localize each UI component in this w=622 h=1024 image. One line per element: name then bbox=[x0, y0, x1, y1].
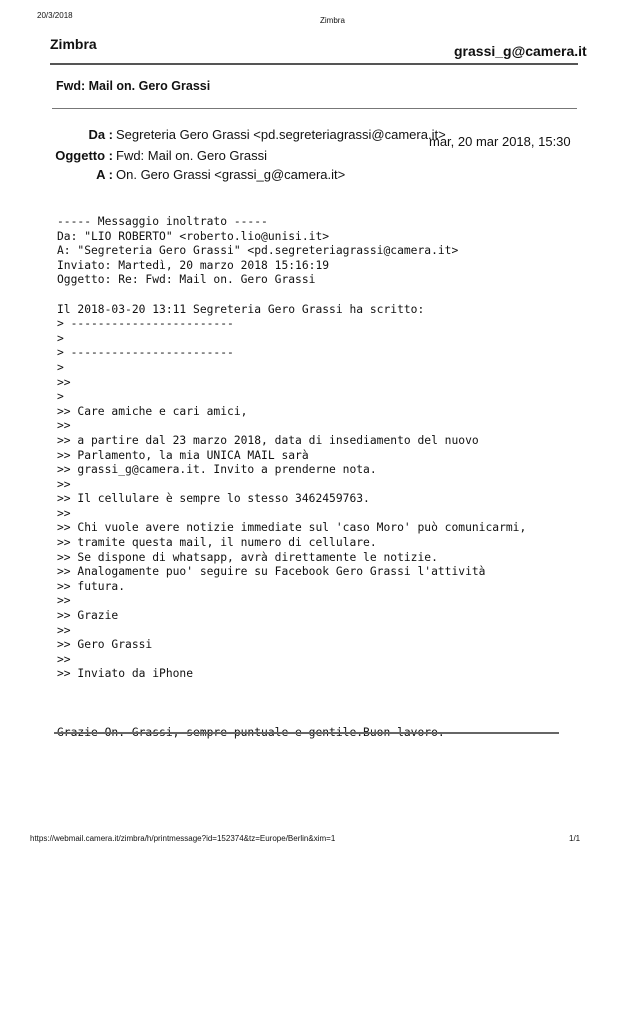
body-line: >> Chi vuole avere notizie immediate sul 'caso Moro' può comunicarmi, bbox=[57, 521, 527, 535]
body-line: Da: "LIO ROBERTO" <roberto.lio@unisi.it> bbox=[57, 229, 330, 243]
print-title: Zimbra bbox=[320, 16, 345, 25]
body-line bbox=[57, 682, 526, 697]
body-line: A: "Segreteria Gero Grassi" <pd.segreteriagrassi@camera.it> bbox=[57, 244, 459, 258]
body-line: >> Analogamente puo' seguire su Facebook Gero Grassi l'attività bbox=[57, 565, 486, 579]
body-line: >> bbox=[57, 419, 71, 433]
body-line: >> bbox=[57, 375, 71, 389]
body-line: >> Il cellulare è sempre lo stesso 3462459763. bbox=[57, 492, 370, 506]
body-line: >> Gero Grassi bbox=[57, 638, 153, 652]
body-line: Grazie On. Grassi, sempre puntuale e gentile.Buon lavoro. bbox=[57, 725, 445, 739]
body-line bbox=[57, 711, 526, 726]
body-line: ----- Messaggio inoltrato ----- bbox=[57, 215, 268, 228]
body-line: >> bbox=[57, 506, 71, 520]
body-line: >> Grazie bbox=[57, 609, 119, 623]
body-line: > bbox=[57, 390, 64, 404]
subject-label: Oggetto : bbox=[55, 148, 113, 163]
message-date: mar, 20 mar 2018, 15:30 bbox=[429, 134, 571, 149]
body-line bbox=[57, 697, 526, 712]
body-line: > ------------------------ bbox=[57, 317, 234, 331]
body-line: >> tramite questa mail, il numero di cellulare. bbox=[57, 536, 377, 550]
body-line: >> a partire dal 23 marzo 2018, data di insediamento del nuovo bbox=[57, 433, 479, 447]
from-value: Segreteria Gero Grassi <pd.segreteriagrassi@camera.it> bbox=[116, 127, 446, 142]
body-line: >> futura. bbox=[57, 579, 126, 593]
print-date: 20/3/2018 bbox=[37, 11, 73, 20]
body-line: > ------------------------ bbox=[57, 346, 234, 360]
body-line: Il 2018-03-20 13:11 Segreteria Gero Grassi ha scritto: bbox=[57, 302, 425, 316]
from-label: Da : bbox=[88, 127, 113, 142]
body-line: Oggetto: Re: Fwd: Mail on. Gero Grassi bbox=[57, 273, 316, 287]
subject-divider bbox=[52, 108, 577, 109]
body-line: Inviato: Martedì, 20 marzo 2018 15:16:19 bbox=[57, 258, 330, 272]
body-line: >> bbox=[57, 594, 71, 608]
subject-value: Fwd: Mail on. Gero Grassi bbox=[116, 148, 267, 163]
print-page-number: 1/1 bbox=[569, 834, 581, 843]
account-email: grassi_g@camera.it bbox=[454, 43, 587, 59]
to-value: On. Gero Grassi <grassi_g@camera.it> bbox=[116, 167, 346, 182]
print-url: https://webmail.camera.it/zimbra/h/printmessage?id=152374&tz=Europe/Berlin&xim=1 bbox=[30, 834, 336, 843]
message-body bbox=[57, 215, 526, 740]
body-line: > bbox=[57, 360, 64, 374]
header-divider bbox=[50, 63, 578, 65]
app-name: Zimbra bbox=[50, 36, 97, 52]
body-end-divider bbox=[54, 732, 559, 734]
body-line: >> Se dispone di whatsapp, avrà direttamente le notizie. bbox=[57, 550, 438, 564]
body-line: >> Parlamento, la mia UNICA MAIL sarà bbox=[57, 448, 309, 462]
body-line: > bbox=[57, 331, 64, 345]
body-line: >> grassi_g@camera.it. Invito a prenderne nota. bbox=[57, 463, 377, 477]
to-label: A : bbox=[96, 167, 113, 182]
body-line: >> bbox=[57, 652, 71, 666]
body-line: >> Inviato da iPhone bbox=[57, 667, 194, 681]
body-line: >> bbox=[57, 477, 71, 491]
body-line: >> bbox=[57, 623, 71, 637]
body-line bbox=[57, 288, 526, 303]
message-subject-title: Fwd: Mail on. Gero Grassi bbox=[56, 79, 211, 93]
body-line: >> Care amiche e cari amici, bbox=[57, 404, 248, 418]
